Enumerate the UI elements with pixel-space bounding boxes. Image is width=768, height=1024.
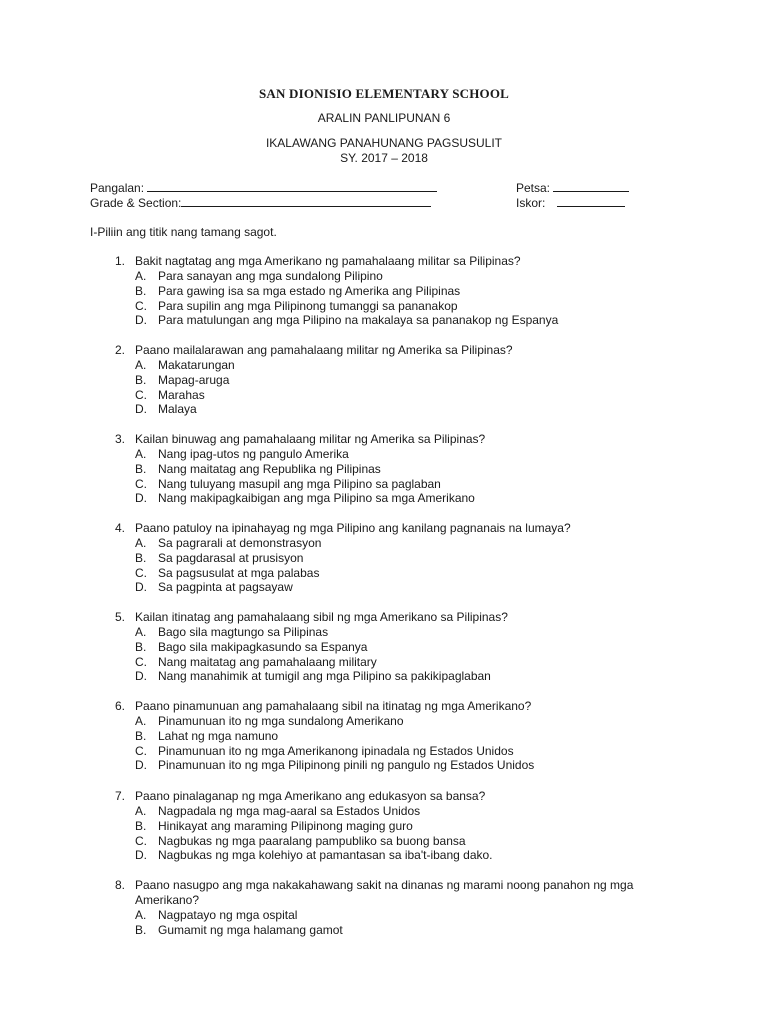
question-number: 7. (115, 789, 126, 803)
choice-text: Makatarungan (158, 358, 235, 372)
question-text: Paano mailalarawan ang pamahalaang militar ng Amerika sa Pilipinas? (135, 343, 513, 357)
choice-text: Sa pagsusulat at mga palabas (158, 565, 320, 580)
question-number: 8. (115, 878, 126, 892)
choice-item[interactable] (135, 477, 675, 492)
choice-text: Nang makipagkaibigan ang mga Pilipino sa mga Amerikano (158, 491, 475, 506)
choice-letter: D. (135, 848, 147, 863)
question-row (115, 789, 675, 804)
question-number: 1. (115, 254, 126, 268)
choice-item[interactable] (135, 462, 675, 477)
choice-item[interactable] (135, 714, 675, 729)
choice-text: Nagbukas ng mga kolehiyo at pamantasan sa iba't-ibang dako. (158, 848, 493, 863)
choice-text: Nagbukas ng mga paaralang pampubliko sa buong bansa (158, 833, 466, 848)
choice-item[interactable] (135, 402, 675, 417)
choice-text: Gumamit ng mga halamang gamot (158, 922, 343, 937)
choice-text: Bago sila makipagkasundo sa Espanya (158, 639, 368, 654)
choice-letter: B. (135, 818, 147, 833)
choice-item[interactable] (135, 299, 675, 314)
question-number: 3. (115, 432, 126, 446)
choice-list (135, 804, 675, 863)
question (115, 610, 675, 684)
date-label: Petsa: (516, 181, 551, 195)
question-row (115, 878, 675, 908)
choice-letter: D. (135, 669, 147, 684)
choice-list (135, 714, 675, 773)
choice-item[interactable] (135, 580, 675, 595)
choice-text: Bago sila magtungo sa Pilipinas (158, 625, 329, 639)
question (115, 521, 675, 595)
choice-item[interactable] (135, 566, 675, 581)
choice-letter: C. (135, 476, 147, 491)
choice-text: Para matulungan ang mga Pilipino na makalaya sa pananakop ng Espanya (158, 313, 559, 328)
choice-list (135, 536, 675, 595)
question (115, 789, 675, 863)
question-number: 6. (115, 699, 126, 713)
score-field (516, 195, 625, 210)
choice-letter: C. (135, 298, 147, 313)
date-blank[interactable] (553, 180, 629, 192)
school-name: SAN DIONISIO ELEMENTARY SCHOOL (258, 86, 510, 101)
choice-text: Lahat ng mga namuno (158, 728, 279, 743)
exam-title: IKALAWANG PANAHUNANG PAGSUSULIT (265, 136, 503, 150)
question (115, 878, 675, 938)
choice-text: Marahas (158, 387, 205, 402)
choice-letter: A. (135, 908, 147, 922)
choice-item[interactable] (135, 804, 675, 819)
choice-letter: A. (135, 447, 147, 461)
choice-text: Pinamunuan ito ng mga sundalong Amerikano (158, 714, 404, 728)
choice-letter: B. (135, 639, 147, 654)
score-blank[interactable] (557, 195, 625, 207)
choice-letter: C. (135, 743, 147, 758)
choice-letter: A. (135, 269, 147, 283)
choice-text: Nang maitatag ang Republika ng Pilipinas (158, 461, 381, 476)
choice-letter: D. (135, 313, 147, 328)
choice-letter: D. (135, 491, 147, 506)
choice-text: Para gawing isa sa mga estado ng Amerika ang Pilipinas (158, 283, 461, 298)
choice-letter: A. (135, 358, 147, 372)
choice-letter: C. (135, 387, 147, 402)
choice-text: Sa pagrarali at demonstrasyon (158, 536, 322, 550)
question-text: Paano patuloy na ipinahayag ng mga Pilipino ang kanilang pagnanais na lumaya? (135, 521, 571, 535)
choice-item[interactable] (135, 908, 675, 923)
choice-letter: C. (135, 565, 147, 580)
choice-list (135, 358, 675, 417)
choice-text: Nagpadala ng mga mag-aaral sa Estados Unidos (158, 804, 421, 818)
choice-item[interactable] (135, 269, 675, 284)
question (115, 699, 675, 773)
question-text: Bakit nagtatag ang mga Amerikano ng pamahalaang militar sa Pilipinas? (135, 254, 521, 268)
choice-item[interactable] (135, 655, 675, 670)
choice-item[interactable] (135, 758, 675, 773)
grade-label: Grade & Section: (90, 196, 182, 210)
choice-letter: B. (135, 283, 147, 298)
choice-item[interactable] (135, 834, 675, 849)
choice-item[interactable] (135, 491, 675, 506)
choice-text: Nang maitatag ang pamahalaang military (158, 654, 377, 669)
choice-item[interactable] (135, 313, 675, 328)
question (115, 432, 675, 506)
choice-text: Sa pagdarasal at prusisyon (158, 550, 304, 565)
question-number: 5. (115, 610, 126, 624)
choice-list (135, 447, 675, 506)
choice-letter: C. (135, 833, 147, 848)
choice-list (135, 908, 675, 938)
question-number: 2. (115, 343, 126, 357)
question-number: 4. (115, 521, 126, 535)
choice-letter: B. (135, 922, 147, 937)
question (115, 343, 675, 417)
choice-letter: D. (135, 758, 147, 773)
choice-item[interactable] (135, 373, 675, 388)
question-row (115, 254, 675, 269)
score-label: Iskor: (516, 196, 546, 210)
choice-item[interactable] (135, 536, 675, 551)
choice-text: Para sanayan ang mga sundalong Pilipino (158, 269, 383, 283)
choice-item[interactable] (135, 744, 675, 759)
choice-item[interactable] (135, 388, 675, 403)
choice-text: Pinamunuan ito ng mga Pilipinong pinili ng pangulo ng Estados Unidos (158, 758, 535, 773)
choice-letter: B. (135, 372, 147, 387)
instructions: I-Piliin ang titik nang tamang sagot. (90, 225, 277, 239)
choice-list (135, 625, 675, 684)
subject-title: ARALIN PANLIPUNAN 6 (317, 111, 451, 125)
grade-field (90, 195, 431, 210)
choice-item[interactable] (135, 848, 675, 863)
choice-letter: A. (135, 804, 147, 818)
question-text: Paano pinamunuan ang pamahalaang sibil na itinatag ng mga Amerikano? (135, 699, 532, 713)
school-year: SY. 2017 – 2018 (340, 151, 428, 165)
choice-text: Sa pagpinta at pagsayaw (158, 580, 293, 595)
question-text: Paano pinalaganap ng mga Amerikano ang edukasyon sa bansa? (135, 789, 486, 803)
choice-text: Nagpatayo ng mga ospital (158, 908, 298, 922)
choice-item[interactable] (135, 358, 675, 373)
question-row (115, 343, 675, 358)
choice-letter: A. (135, 625, 147, 639)
name-label: Pangalan: (90, 181, 145, 195)
question-text: Kailan itinatag ang pamahalaang sibil ng mga Amerikano sa Pilipinas? (135, 610, 508, 624)
choice-item[interactable] (135, 923, 675, 938)
choice-letter: C. (135, 654, 147, 669)
choice-letter: D. (135, 402, 147, 417)
choice-text: Nang ipag-utos ng pangulo Amerika (158, 447, 349, 461)
question (115, 254, 675, 328)
choice-text: Nang tuluyang masupil ang mga Pilipino sa paglaban (158, 476, 441, 491)
choice-text: Malaya (158, 402, 197, 417)
choice-text: Nang manahimik at tumigil ang mga Pilipino sa pakikipaglaban (158, 669, 491, 684)
choice-list (135, 269, 675, 328)
name-field (90, 180, 437, 195)
choice-letter: B. (135, 728, 147, 743)
choice-item[interactable] (135, 640, 675, 655)
choice-item[interactable] (135, 729, 675, 744)
choice-text: Pinamunuan ito ng mga Amerikanong ipinadala ng Estados Unidos (158, 743, 514, 758)
name-blank[interactable] (147, 180, 437, 192)
choice-letter: D. (135, 580, 147, 595)
choice-item[interactable] (135, 551, 675, 566)
question-row (115, 610, 675, 625)
choice-letter: B. (135, 461, 147, 476)
choice-text: Mapag-aruga (158, 372, 230, 387)
choice-item[interactable] (135, 625, 675, 640)
question-text: Kailan binuwag ang pamahalaang militar ng Amerika sa Pilipinas? (135, 432, 486, 446)
choice-letter: A. (135, 536, 147, 550)
choice-letter: B. (135, 550, 147, 565)
choice-item[interactable] (135, 669, 675, 684)
choice-item[interactable] (135, 284, 675, 299)
question-row (115, 521, 675, 536)
choice-letter: A. (135, 714, 147, 728)
choice-text: Hinikayat ang maraming Pilipinong maging guro (158, 818, 413, 833)
grade-blank[interactable] (181, 195, 431, 207)
question-text: Paano nasugpo ang mga nakakahawang sakit na dinanas ng marami noong panahon ng mga Amerikano? (135, 878, 634, 907)
question-row (115, 432, 675, 447)
choice-item[interactable] (135, 447, 675, 462)
choice-text: Para supilin ang mga Pilipinong tumanggi sa pananakop (158, 298, 458, 313)
date-field (516, 180, 629, 195)
choice-item[interactable] (135, 819, 675, 834)
question-row (115, 699, 675, 714)
